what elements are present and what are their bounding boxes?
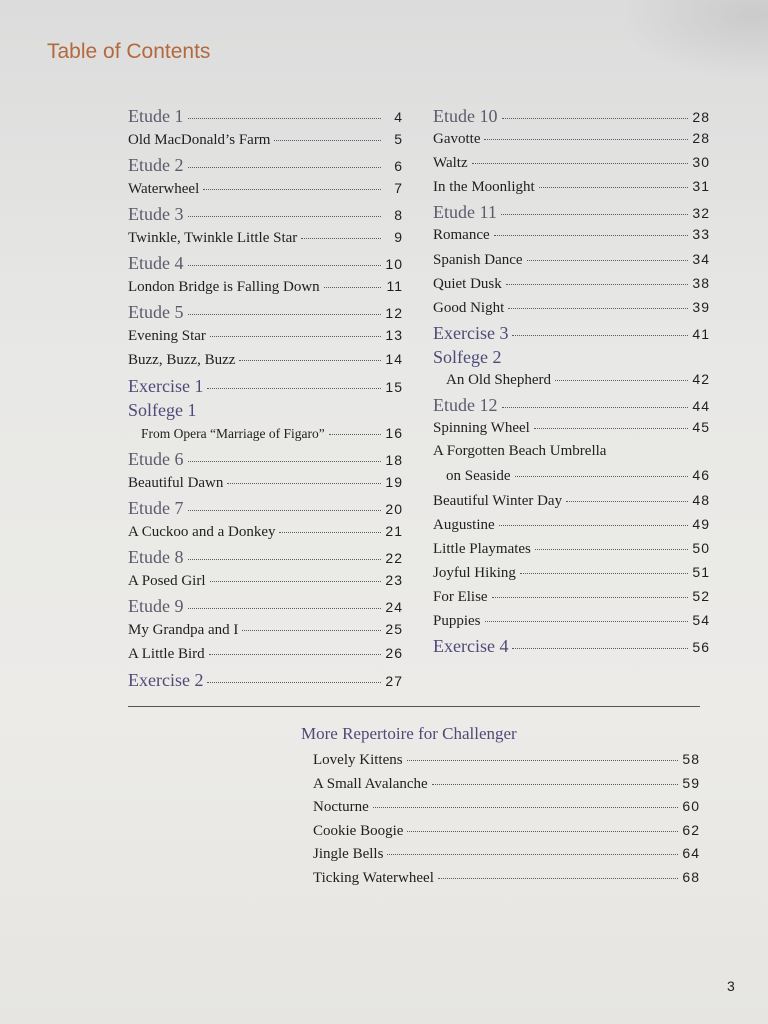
toc-entry-page: 9 (394, 228, 403, 245)
toc-entry (433, 564, 710, 588)
toc-entry-title: Etude 8 (128, 547, 184, 567)
toc-entry-page: 22 (385, 550, 403, 566)
toc-entry-page: 28 (692, 130, 710, 147)
toc-entry-page: 23 (385, 571, 403, 588)
toc-entry (433, 612, 710, 636)
toc-entry (433, 371, 710, 395)
toc-entry (433, 299, 710, 323)
toc-entry-title: Etude 5 (128, 302, 184, 322)
toc-entry (128, 596, 403, 621)
dot-leader (499, 525, 688, 526)
toc-entry-page: 18 (385, 452, 403, 468)
toc-entry (433, 106, 710, 130)
toc-entry-title: Waterwheel (128, 180, 200, 197)
dot-leader (502, 118, 689, 119)
toc-entry (128, 278, 403, 303)
toc-entry-title: London Bridge is Falling Down (128, 278, 320, 295)
toc-entry-page: 44 (692, 398, 710, 415)
dot-leader (506, 284, 688, 285)
section-divider (128, 706, 700, 707)
toc-entry-page: 4 (394, 109, 403, 125)
toc-entry-page: 68 (682, 868, 700, 885)
toc-entry-title: Solfege 2 (433, 346, 502, 367)
dot-leader (188, 559, 382, 560)
toc-entry-title: A Small Avalanche (313, 775, 428, 792)
toc-entry-title: Spanish Dance (433, 251, 523, 268)
dot-leader (188, 608, 382, 609)
toc-entry (128, 155, 403, 180)
toc-entry-page: 64 (682, 845, 700, 862)
toc-entry-title: Romance (433, 227, 490, 244)
toc-entry-page: 41 (692, 325, 710, 342)
toc-entry-page: 58 (682, 751, 700, 767)
toc-entry-page: 34 (692, 250, 710, 267)
toc-entry-title: Etude 9 (128, 596, 184, 616)
dot-leader (534, 428, 688, 429)
toc-entry-page: 49 (692, 515, 710, 532)
toc-entry (433, 395, 710, 419)
toc-entry-title: Little Playmates (433, 540, 531, 557)
dot-leader (485, 621, 688, 622)
toc-entry (433, 492, 710, 516)
toc-entry (128, 523, 403, 548)
dot-leader (520, 573, 688, 574)
toc-entry-page: 50 (692, 539, 710, 556)
dot-leader (324, 287, 381, 288)
dot-leader (209, 654, 381, 655)
dot-leader (438, 878, 678, 879)
toc-entry-title: Exercise 3 (433, 322, 509, 343)
toc-entry (128, 302, 403, 327)
dot-leader (407, 760, 678, 761)
dot-leader (535, 549, 688, 550)
toc-entry-page: 28 (692, 109, 710, 125)
toc-entry-title: A Posed Girl (128, 572, 206, 589)
toc-entry (313, 822, 700, 846)
dot-leader (387, 854, 678, 855)
toc-entry-title: Good Night (433, 299, 505, 316)
toc-entry-page: 62 (682, 821, 700, 838)
toc-entry (433, 467, 710, 491)
toc-entry-page: 51 (692, 563, 710, 580)
toc-entry-page: 13 (385, 326, 403, 343)
toc-entry (128, 474, 403, 499)
dot-leader (188, 118, 382, 119)
dot-leader (512, 648, 688, 649)
toc-entry-page: 42 (692, 371, 710, 388)
dot-leader (210, 336, 381, 337)
toc-entry-title: Quiet Dusk (433, 275, 502, 292)
dot-leader (432, 784, 678, 785)
dot-leader (188, 461, 382, 462)
toc-entry-title: Augustine (433, 516, 495, 533)
dot-leader (188, 265, 382, 266)
toc-entry-page: 38 (692, 274, 710, 291)
toc-entry-title: Etude 6 (128, 449, 184, 469)
toc-entry-title: Beautiful Winter Day (433, 492, 563, 509)
dot-leader (566, 501, 688, 502)
toc-entry-page: 56 (692, 639, 710, 656)
toc-entry-title: Etude 7 (128, 498, 184, 518)
toc-entry-title: Ticking Waterwheel (313, 869, 434, 886)
toc-entry (128, 621, 403, 646)
toc-entry-title: Exercise 4 (433, 636, 509, 657)
toc-entry-page: 46 (692, 467, 710, 484)
toc-entry-title: From Opera “Marriage of Figaro” (141, 425, 325, 441)
toc-entry (128, 351, 403, 376)
toc-entry (433, 588, 710, 612)
toc-entry-title: Twinkle, Twinkle Little Star (128, 229, 298, 246)
toc-entry-title: Etude 3 (128, 204, 184, 224)
toc-entry (313, 798, 700, 822)
toc-entry-title: Evening Star (128, 327, 206, 344)
toc-entry (128, 131, 403, 156)
dot-leader (188, 167, 382, 168)
toc-entry-page: 20 (385, 501, 403, 517)
toc-entry-page: 60 (682, 798, 700, 815)
toc-entry (433, 130, 710, 154)
toc-entry-title: An Old Shepherd (446, 372, 551, 389)
toc-entry-page: 14 (385, 351, 403, 367)
toc-entry-page: 27 (385, 672, 403, 689)
toc-entry-title: Lovely Kittens (313, 752, 403, 768)
dot-leader (279, 532, 381, 533)
toc-entry (128, 425, 403, 450)
toc-entry (313, 869, 700, 893)
toc-entry-page: 8 (394, 207, 403, 223)
toc-entry-title: Solfege 1 (128, 400, 197, 420)
toc-entry-page: 26 (385, 645, 403, 661)
toc-entry-title: Old MacDonald’s Farm (128, 131, 271, 148)
toc-entry-page: 24 (385, 599, 403, 615)
toc-entry-page: 10 (385, 256, 403, 272)
dot-leader (227, 483, 381, 484)
dot-leader (373, 807, 678, 808)
dot-leader (515, 476, 688, 477)
toc-entry (128, 253, 403, 278)
toc-entry-title: Buzz, Buzz, Buzz (128, 352, 236, 368)
dot-leader (407, 831, 678, 832)
toc-entry-title: Waltz (433, 155, 468, 172)
toc-entry-page: 33 (692, 226, 710, 243)
toc-entry-title: A Forgotten Beach Umbrella (433, 443, 607, 460)
toc-entry-page: 21 (385, 522, 403, 539)
toc-entry (128, 670, 403, 695)
toc-entry (313, 751, 700, 775)
dot-leader (508, 308, 688, 309)
dot-leader (210, 581, 381, 582)
toc-entry (128, 229, 403, 254)
dot-leader (494, 235, 688, 236)
page-number: 3 (727, 978, 735, 994)
toc-entry (128, 180, 403, 205)
dot-leader (484, 139, 688, 140)
more-repertoire-heading: More Repertoire for Challenger (301, 724, 517, 743)
toc-entry-title: Joyful Hiking (433, 564, 516, 581)
toc-entry (433, 226, 710, 250)
dot-leader (274, 140, 381, 141)
dot-leader (207, 388, 381, 389)
toc-entry-page: 39 (692, 298, 710, 315)
toc-entry (128, 572, 403, 597)
toc-entry (433, 275, 710, 299)
dot-leader (301, 238, 381, 239)
dot-leader (329, 434, 381, 435)
toc-entry-title: A Little Bird (128, 646, 205, 662)
dot-leader (207, 682, 381, 683)
toc-entry-title: My Grandpa and I (128, 621, 239, 638)
toc-entry (128, 376, 403, 401)
toc-entry-page: 54 (692, 611, 710, 628)
toc-entry-page: 31 (692, 178, 710, 195)
toc-entry-page: 25 (385, 620, 403, 637)
toc-entry (313, 845, 700, 869)
page-shadow (618, 0, 768, 80)
toc-entry-page: 15 (385, 378, 403, 395)
dot-leader (555, 380, 688, 381)
toc-entry-page: 52 (692, 587, 710, 604)
toc-entry (433, 251, 710, 275)
toc-entry-title: Etude 11 (433, 202, 497, 223)
toc-entry-title: Etude 1 (128, 106, 184, 126)
toc-entry-title: Exercise 2 (128, 669, 204, 690)
toc-entry-title: Nocturne (313, 799, 369, 816)
dot-leader (188, 216, 382, 217)
toc-entry (433, 154, 710, 178)
toc-entry-page: 12 (385, 305, 403, 321)
toc-entry (433, 443, 710, 467)
toc-entry-page: 45 (692, 419, 710, 436)
toc-entry (128, 204, 403, 229)
dot-leader (512, 335, 688, 336)
dot-leader (188, 314, 382, 315)
dot-leader (242, 630, 381, 631)
toc-entry-title: on Seaside (446, 468, 511, 485)
toc-entry-title: Beautiful Dawn (128, 474, 224, 491)
toc-entry (128, 498, 403, 523)
toc-entry (128, 106, 403, 131)
dot-leader (527, 260, 688, 261)
dot-leader (502, 407, 689, 408)
toc-entry-title: Gavotte (433, 131, 481, 148)
toc-entry-title: For Elise (433, 588, 488, 605)
dot-leader (539, 187, 688, 188)
toc-entry-page: 48 (692, 491, 710, 508)
dot-leader (472, 163, 688, 164)
dot-leader (188, 510, 382, 511)
toc-entry-title: In the Moonlight (433, 179, 535, 196)
toc-entry-page: 11 (386, 277, 403, 294)
toc-left-column (128, 106, 403, 694)
toc-entry-title: Etude 12 (433, 395, 498, 416)
toc-entry (433, 540, 710, 564)
dot-leader (239, 360, 381, 361)
toc-entry (433, 347, 710, 371)
toc-heading: Table of Contents (47, 40, 211, 63)
toc-entry (433, 636, 710, 660)
more-repertoire-list (313, 751, 700, 893)
dot-leader (501, 214, 688, 215)
toc-entry (433, 202, 710, 226)
toc-entry (433, 178, 710, 202)
toc-entry (433, 323, 710, 347)
toc-entry-title: Puppies (433, 612, 481, 629)
toc-entry (313, 775, 700, 799)
toc-entry-title: Etude 10 (433, 106, 498, 126)
toc-entry (433, 516, 710, 540)
toc-entry-page: 19 (385, 473, 403, 490)
toc-entry-page: 6 (394, 158, 403, 174)
toc-entry-page: 16 (385, 424, 403, 441)
toc-entry-page: 7 (394, 179, 403, 196)
toc-entry (128, 547, 403, 572)
dot-leader (492, 597, 688, 598)
toc-entry (433, 419, 710, 443)
toc-entry-page: 32 (692, 205, 710, 222)
toc-entry-title: Cookie Boogie (313, 822, 404, 839)
toc-entry (128, 400, 403, 425)
toc-entry (128, 327, 403, 352)
toc-entry-title: Exercise 1 (128, 375, 204, 396)
toc-entry-title: Spinning Wheel (433, 420, 530, 437)
toc-entry-title: A Cuckoo and a Donkey (128, 523, 276, 540)
toc-entry-page: 5 (394, 130, 403, 147)
toc-right-column (433, 106, 710, 660)
toc-entry-page: 59 (682, 774, 700, 791)
toc-entry-title: Etude 2 (128, 155, 184, 175)
dot-leader (203, 189, 381, 190)
toc-entry (128, 645, 403, 670)
toc-entry-title: Jingle Bells (313, 846, 384, 863)
toc-entry-title: Etude 4 (128, 253, 184, 273)
toc-entry (128, 449, 403, 474)
toc-entry-page: 30 (692, 154, 710, 171)
